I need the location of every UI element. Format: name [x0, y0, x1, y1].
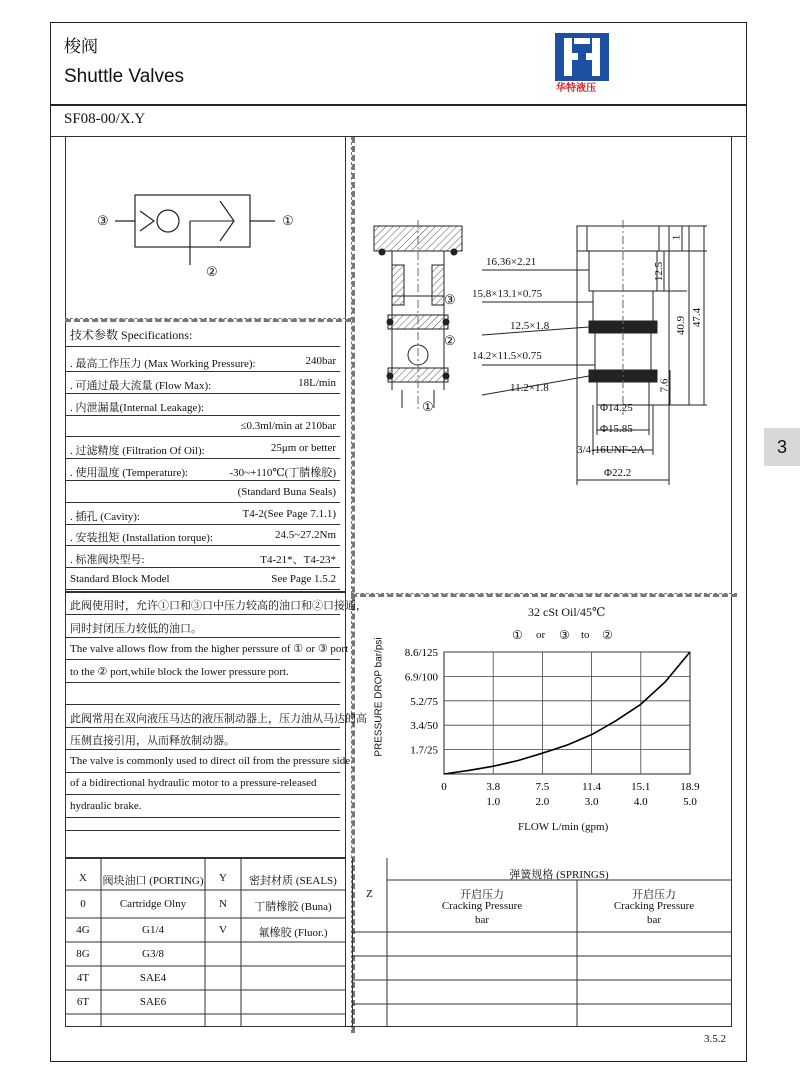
- cracking-unit-1: bar: [474, 914, 490, 926]
- spec-label: . 标准阀块型号:: [70, 554, 145, 567]
- ordering-table: [65, 858, 731, 1026]
- description-line: The valve allows flow from the higher perssure of ① or ③ port: [70, 643, 349, 655]
- description-rule: [66, 794, 340, 795]
- desc-line-extra-1: [66, 830, 340, 831]
- chart-xlabel: FLOW L/min (gpm): [518, 821, 609, 833]
- pressure-drop-chart: [352, 596, 730, 854]
- cracking-en-2: Cracking Pressure: [613, 900, 695, 912]
- header-divider: [50, 104, 747, 106]
- spec-value: (Standard Buna Seals): [237, 485, 336, 498]
- section-view: [374, 220, 462, 410]
- porting-code: 4T: [76, 972, 90, 984]
- spec-row: [66, 524, 340, 546]
- symbol-port-2: ②: [206, 264, 218, 279]
- model-code: SF08-00/X.Y: [64, 111, 146, 127]
- chart-subtitle-to: to: [581, 629, 590, 641]
- chart-subtitle-b: ③: [559, 628, 570, 642]
- spec-row: [66, 503, 340, 525]
- spec-label: . 最高工作压力 (Max Working Pressure):: [70, 358, 256, 370]
- chart-frame: [444, 652, 690, 774]
- model-divider: [50, 136, 747, 137]
- symbol-divider: [65, 318, 351, 322]
- title-en: Shuttle Valves: [64, 66, 185, 87]
- dim-dia-1: Φ14.25: [600, 402, 633, 414]
- chart-y-tick-label: 5.2/75: [410, 695, 438, 708]
- porting-name: Cartridge Olny: [119, 898, 187, 910]
- col-porting: 阀块油口 (PORTING): [102, 875, 204, 887]
- cracking-unit-2: bar: [646, 914, 662, 926]
- chart-x-tick-label-gpm: 1.0: [486, 796, 501, 808]
- dim-oring-3: 11.2×1.8: [510, 382, 549, 394]
- description-rule: [66, 749, 340, 750]
- description-rule: [66, 682, 340, 683]
- company-logo: [552, 30, 612, 100]
- spec-row: [66, 394, 340, 416]
- spec-value: 240bar: [305, 355, 336, 367]
- spec-label: . 安装扭矩 (Installation torque):: [70, 532, 213, 545]
- description-rule: [66, 614, 340, 615]
- shuttle-valve-symbol: [90, 175, 310, 290]
- chart-x-tick-label: 11.4: [582, 781, 602, 793]
- porting-code: 4G: [76, 924, 90, 936]
- porting-name: G3/8: [142, 948, 164, 960]
- dim-oring-1: 16.36×2.21: [486, 256, 537, 268]
- chart-x-tick-label: 15.1: [631, 781, 651, 793]
- symbol-port-3: ③: [97, 213, 109, 228]
- spec-label: . 内泄漏量(Internal Leakage):: [70, 401, 205, 414]
- specs-title-line: [66, 346, 340, 347]
- description-line: 同时封闭压力较低的油口。: [70, 622, 202, 635]
- spec-row: [66, 350, 340, 372]
- spec-row: [66, 437, 340, 459]
- dim-v-3: 40.9: [675, 315, 688, 336]
- cracking-en-1: Cracking Pressure: [441, 900, 523, 912]
- porting-name: G1/4: [142, 924, 164, 936]
- spec-row: [66, 481, 340, 503]
- chart-ylabel: PRESSURE DROP bar/psi: [373, 637, 385, 757]
- spec-row: [66, 372, 340, 394]
- description-line: of a bidirectional hydraulic motor to a pressure-released: [70, 777, 317, 789]
- panel-bottom: [65, 1026, 731, 1027]
- dim-v-1: 1: [670, 234, 683, 241]
- section-port-3: ③: [444, 292, 456, 307]
- spec-row: [66, 459, 340, 481]
- section-port-1: ①: [422, 399, 434, 414]
- chart-y-tick-label: 1.7/25: [410, 744, 438, 757]
- description-line: The valve is commonly used to direct oil from the pressure side: [70, 754, 351, 767]
- col-z: Z: [366, 888, 373, 900]
- description-rule: [66, 704, 340, 705]
- description-line: 此阀常用在双向液压马达的液压制动器上，压力油从马达的高: [70, 712, 367, 725]
- dim-v-5: 7.6: [658, 378, 671, 393]
- seal-code: N: [219, 898, 227, 910]
- spec-row: [66, 568, 340, 590]
- porting-code: 8G: [76, 948, 90, 960]
- porting-code: 6T: [76, 996, 90, 1008]
- dim-backup-2: 14.2×11.5×0.75: [472, 350, 542, 362]
- chart-x-tick-label-gpm: 5.0: [683, 796, 697, 808]
- spec-value: See Page 1.5.2: [271, 573, 336, 585]
- ordering-right-edge: [352, 858, 353, 1026]
- description-rule: [66, 817, 340, 818]
- dim-v-4: 47.4: [691, 307, 704, 328]
- title-cn: 梭阀: [64, 37, 98, 56]
- dim-dia-3: Φ22.2: [604, 467, 632, 479]
- chart-x-tick-label-gpm: 2.0: [535, 796, 550, 808]
- seal-name: 氟橡胶 (Fluor.): [258, 927, 328, 939]
- description-rule: [66, 659, 340, 660]
- symbol-port-1: ①: [282, 213, 294, 228]
- spec-row: [66, 546, 340, 568]
- spec-value: T4-2(See Page 7.1.1): [242, 507, 336, 520]
- springs-title: 弹簧规格 (SPRINGS): [509, 869, 609, 881]
- porting-name: SAE4: [139, 972, 167, 984]
- spec-value: 18L/min: [298, 376, 336, 389]
- cracking-cn-2: 开启压力: [632, 889, 676, 901]
- col-seals: 密封材质 (SEALS): [249, 875, 337, 887]
- chart-x-tick-label-gpm: 3.0: [584, 796, 599, 808]
- seal-name: 丁腈橡胶 (Buna): [254, 901, 332, 913]
- spec-label: . 插孔 (Cavity):: [70, 510, 140, 523]
- chart-x-tick-label: 0: [441, 781, 447, 793]
- dim-thread: 3/4-16UNF-2A: [577, 444, 645, 456]
- spec-label: . 过滤精度 (Filtration Of Oil):: [70, 445, 205, 458]
- panel-right-edge: [731, 137, 732, 1027]
- chart-x-tick-label: 7.5: [535, 781, 550, 793]
- specs-title: 技术参数 Specifications:: [70, 328, 193, 342]
- chart-x-tick-label: 18.9: [680, 781, 700, 793]
- description-line: hydraulic brake.: [70, 799, 142, 812]
- description-rule: [66, 637, 340, 638]
- chart-plot: [352, 596, 730, 854]
- page-tab: 3: [764, 428, 800, 466]
- chart-subtitle-or: or: [536, 629, 546, 641]
- col-x: X: [79, 872, 87, 884]
- spec-label: Standard Block Model: [70, 573, 170, 585]
- col-y: Y: [219, 872, 227, 884]
- valve-section-svg: [352, 140, 730, 590]
- dim-v-2: 12.5: [653, 261, 666, 282]
- description-rule: [66, 727, 340, 728]
- cracking-cn-1: 开启压力: [460, 889, 504, 901]
- porting-code: 0: [80, 898, 86, 910]
- chart-y-tick-label: 3.4/50: [410, 720, 438, 733]
- specs-bottom: [65, 591, 345, 593]
- page-number: 3.5.2: [704, 1033, 726, 1045]
- description-line: to the ② port,while block the lower pressure port.: [70, 665, 289, 678]
- description-line: 压侧直接引用，从而释放制动器。: [70, 735, 235, 747]
- chart-x-tick-label: 3.8: [486, 781, 501, 793]
- spec-label: . 可通过最大流量 (Flow Max):: [70, 379, 212, 392]
- section-port-2: ②: [444, 333, 456, 348]
- description-rule: [66, 772, 340, 773]
- dim-oring-2: 12.5×1.8: [510, 320, 550, 332]
- porting-name: SAE6: [139, 996, 167, 1008]
- spec-value: 25μm or better: [270, 442, 336, 455]
- description-line: 此阀使用时，允许①口和③口中压力较高的油口和②口接通，: [70, 600, 367, 612]
- spec-value: 24.5~27.2Nm: [275, 529, 336, 542]
- valve-drawing: [352, 140, 730, 590]
- spec-label: . 使用温度 (Temperature):: [70, 467, 189, 479]
- spec-value: -30~+110℃(丁腈橡胶): [229, 467, 336, 479]
- spec-row: [66, 415, 340, 437]
- hydraulic-symbol: [90, 175, 310, 290]
- dim-dia-2: Φ15.85: [600, 423, 633, 435]
- dim-backup-1: 15.8×13.1×0.75: [472, 288, 543, 300]
- chart-title: 32 cSt Oil/45℃: [528, 605, 606, 619]
- chart-y-tick-label: 6.9/100: [404, 671, 438, 684]
- chart-y-tick-label: 8.6/125: [404, 647, 438, 659]
- spec-value: ≤0.3ml/min at 210bar: [240, 420, 336, 433]
- spec-value: T4-21*、T4-23*: [260, 554, 336, 567]
- logo-text: 华特液压: [556, 83, 596, 94]
- chart-subtitle-a: ①: [512, 628, 523, 642]
- chart-series-line: [444, 652, 690, 774]
- chart-x-tick-label-gpm: 4.0: [633, 796, 648, 808]
- seal-code: V: [219, 924, 227, 936]
- chart-subtitle-c: ②: [602, 628, 613, 642]
